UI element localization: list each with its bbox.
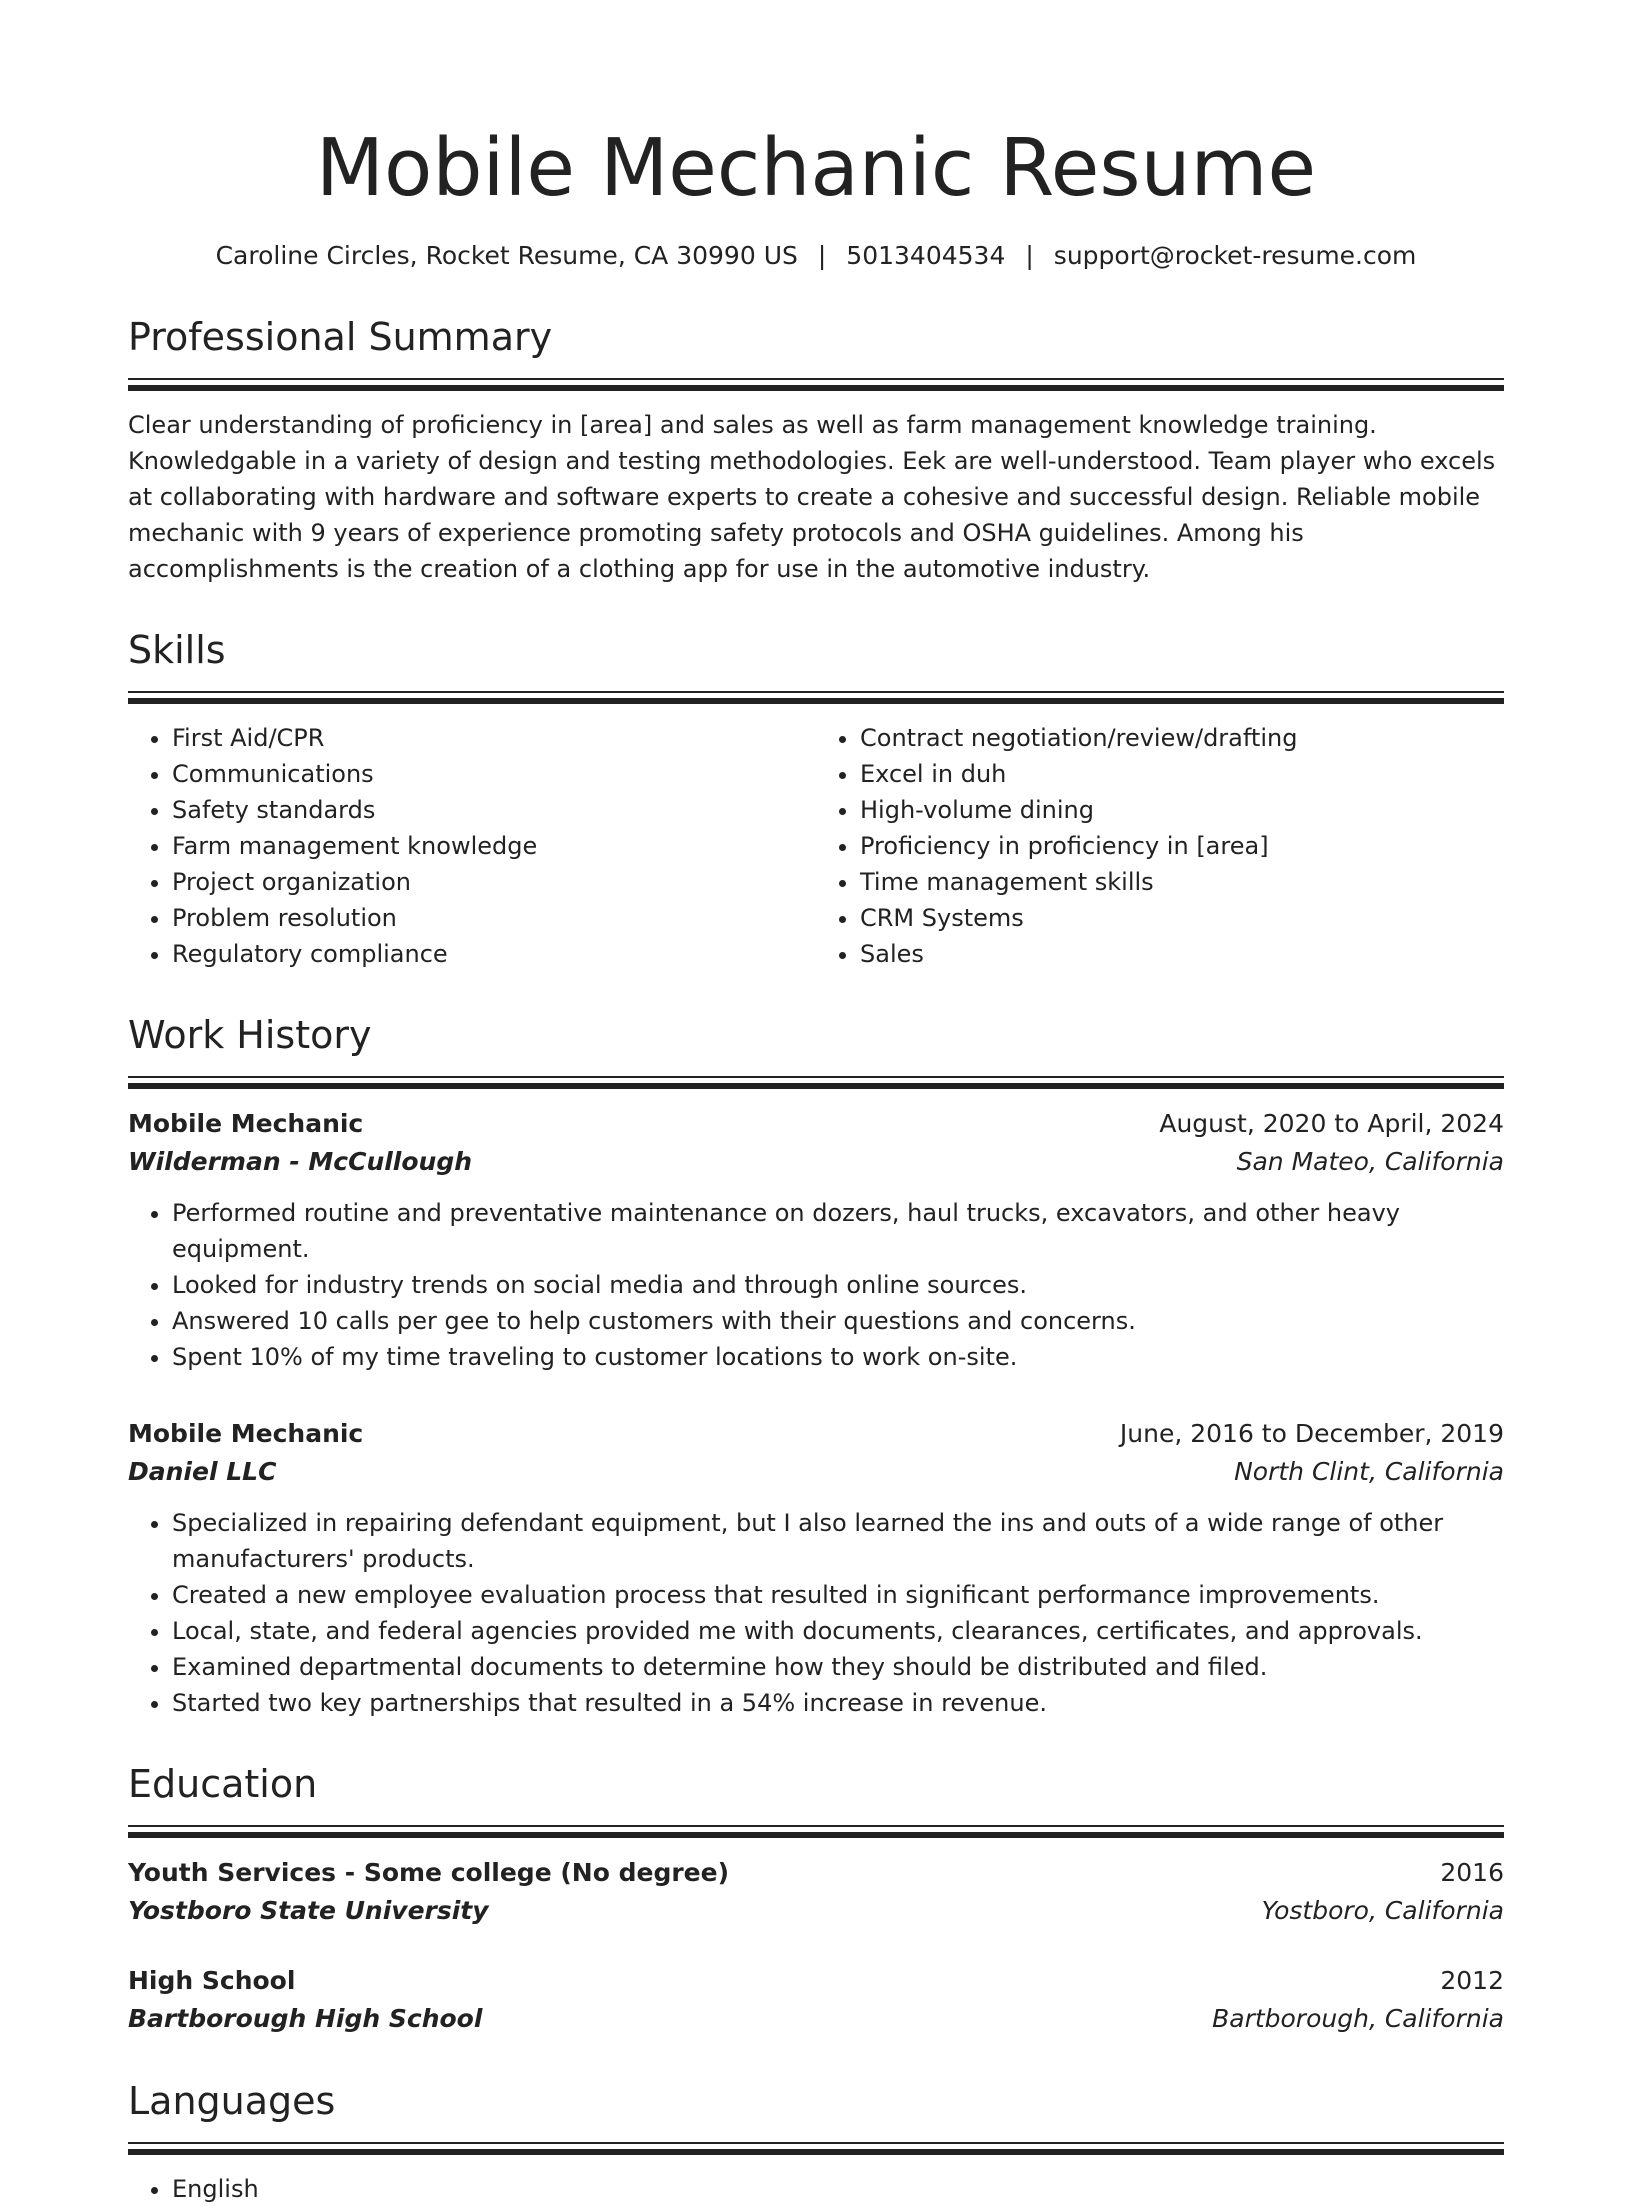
skill-item: • Excel in duh [860,756,1504,792]
education-entry [128,1962,1504,2038]
skill-item: • Proficiency in proficiency in [area] [860,828,1504,864]
job-location: North Clint, California [1234,1457,1504,1486]
job-location: San Mateo, California [1236,1147,1504,1176]
education-location: Bartborough, California [1212,2004,1504,2033]
resume-header [128,120,1504,274]
job-bullets [128,1195,1504,1375]
education-year: 2016 [1440,1858,1504,1887]
job-bullet: • Looked for industry trends on social media and through online sources. [172,1267,1504,1303]
contact-line [128,238,1504,274]
job-bullet: • Performed routine and preventative maintenance on dozers, haul trucks, excavators, and other heavy equipment. [172,1195,1504,1267]
section-divider [128,378,1504,391]
skill-item: • Regulatory compliance [172,936,816,972]
skill-item: • High-volume dining [860,792,1504,828]
language-item: • English [172,2171,1504,2207]
job-bullets [128,1505,1504,1721]
job-bullet: • Specialized in repairing defendant equipment, but I also learned the ins and outs of a wide range of other manufacturers' products. [172,1505,1504,1577]
skill-item: • Time management skills [860,864,1504,900]
education-section [128,1761,1504,2038]
skills-section [128,627,1504,972]
job-company: Wilderman - McCullough [128,1147,473,1176]
job-header-row [128,1415,1504,1453]
skill-item: • Safety standards [172,792,816,828]
section-title-languages: Languages [128,2079,336,2123]
job-bullet: • Examined departmental documents to determine how they should be distributed and filed. [172,1649,1504,1685]
resume-title: Mobile Mechanic Resume [315,122,1317,214]
skill-item: • Farm management knowledge [172,828,816,864]
job-bullet: • Started two key partnerships that resulted in a 54% increase in revenue. [172,1685,1504,1721]
education-location: Yostboro, California [1261,1896,1504,1925]
job-dates: June, 2016 to December, 2019 [1119,1419,1504,1448]
job-bullet: • Answered 10 calls per gee to help customers with their questions and concerns. [172,1303,1504,1339]
education-school-row [128,2000,1504,2038]
job-company-row [128,1143,1504,1181]
skills-list-left [128,720,816,972]
skill-item: • Project organization [172,864,816,900]
section-title-summary: Professional Summary [128,315,553,359]
education-header-row [128,1854,1504,1892]
education-school-row [128,1892,1504,1930]
contact-separator: | [1025,241,1034,270]
skill-item: • Problem resolution [172,900,816,936]
skills-list-right [816,720,1504,972]
job-company: Daniel LLC [128,1457,277,1486]
job-header-row [128,1105,1504,1143]
job-bullet: • Local, state, and federal agencies provided me with documents, clearances, certificates, and approvals. [172,1613,1504,1649]
section-divider [128,1076,1504,1089]
education-school: Yostboro State University [128,1896,489,1925]
education-year: 2012 [1440,1966,1504,1995]
summary-text: Clear understanding of proficiency in [area] and sales as well as farm management knowledge training. Knowledgable in a variety of design and testing methodologies. Eek are well-understood. Team player who excels at collaborating with hardware and software experts to create a cohesive and successful design. Reliable mobile mechanic with 9 years of experience promoting safety protocols and OSHA guidelines. Among his accomplishments is the creation of a clothing app for use in the automotive industry. [128,411,1496,583]
job-title: Mobile Mechanic [128,1419,364,1448]
education-degree: High School [128,1966,296,1995]
skill-item: • Contract negotiation/review/drafting [860,720,1504,756]
job-entry [128,1105,1504,1375]
job-bullet: • Spent 10% of my time traveling to customer locations to work on-site. [172,1339,1504,1375]
job-company-row [128,1453,1504,1491]
languages-section [128,2078,1504,2207]
contact-phone: 5013404534 [846,241,1006,270]
education-school: Bartborough High School [128,2004,483,2033]
languages-list [128,2171,1504,2207]
section-title-work-history: Work History [128,1013,372,1057]
section-title-skills: Skills [128,628,226,672]
skill-item: • First Aid/CPR [172,720,816,756]
job-dates: August, 2020 to April, 2024 [1159,1109,1504,1138]
education-degree: Youth Services - Some college (No degree) [128,1858,730,1887]
summary-section [128,314,1504,587]
contact-separator: | [817,241,827,270]
education-header-row [128,1962,1504,2000]
skill-item: • CRM Systems [860,900,1504,936]
section-title-education: Education [128,1762,318,1806]
section-divider [128,2142,1504,2155]
job-entry [128,1415,1504,1721]
work-history-section [128,1012,1504,1721]
job-bullet: • Created a new employee evaluation process that resulted in significant performance improvements. [172,1577,1504,1613]
skill-item: • Sales [860,936,1504,972]
skills-columns [128,720,1504,972]
job-title: Mobile Mechanic [128,1109,364,1138]
contact-email[interactable]: support@rocket-resume.com [1053,241,1417,270]
section-divider [128,1825,1504,1838]
skill-item: • Communications [172,756,816,792]
contact-address: Caroline Circles, Rocket Resume, CA 30990 US [215,241,798,270]
section-divider [128,691,1504,704]
education-entry [128,1854,1504,1930]
